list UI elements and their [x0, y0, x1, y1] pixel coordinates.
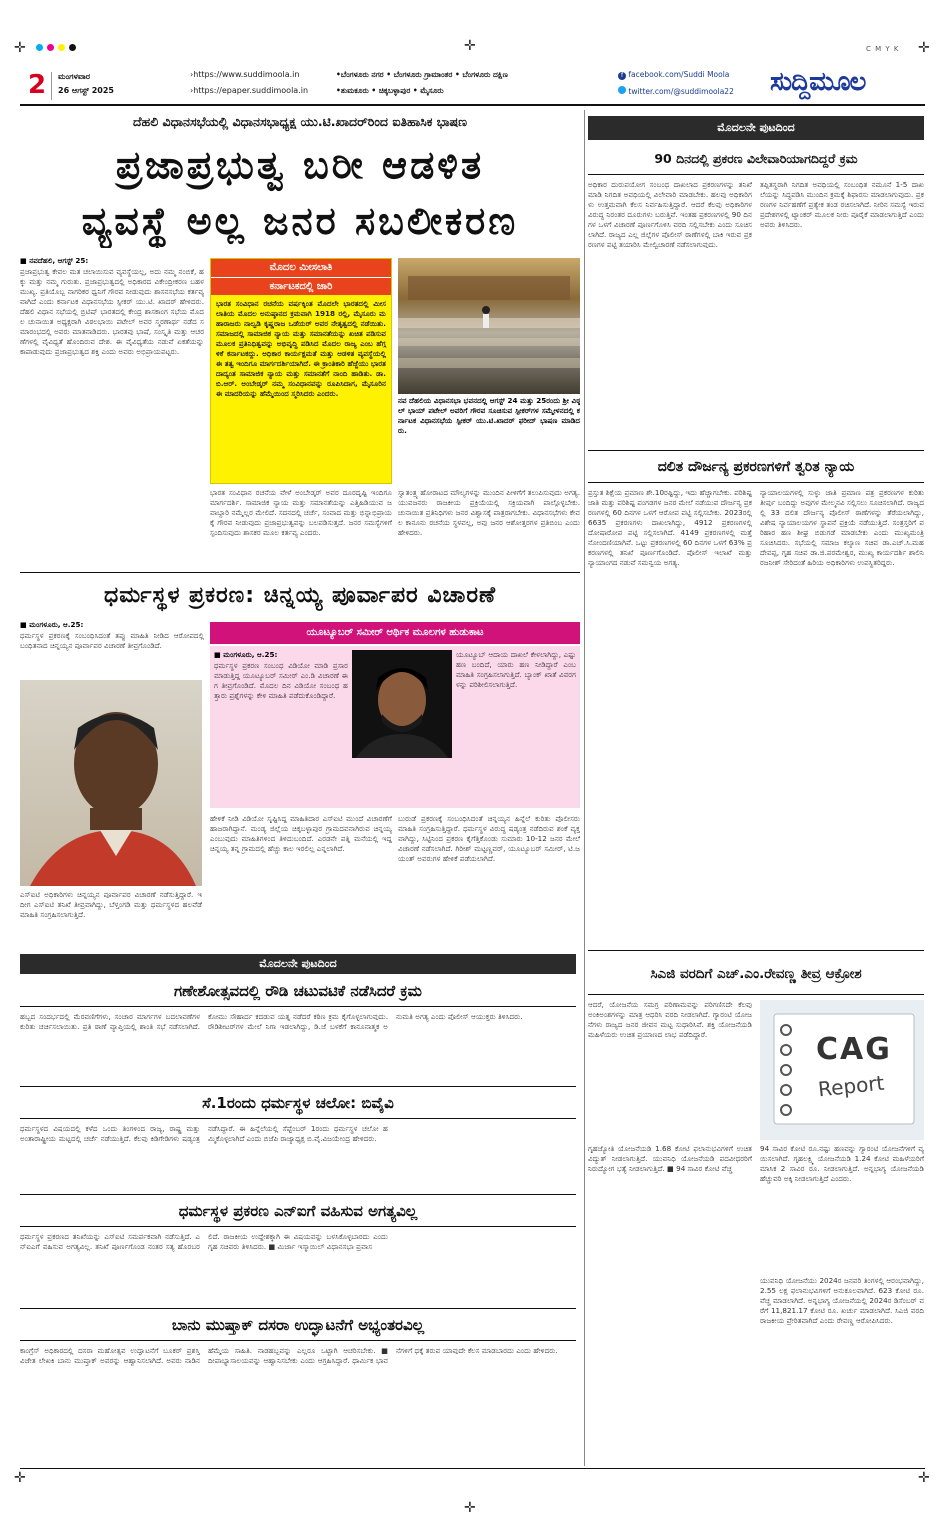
middle-headline: ಧರ್ಮಸ್ಥಳ ಪ್ರಕರಣ: ಚಿನ್ನಯ್ಯ ಪೂರ್ವಾಪರ ವಿಚಾರಣೆ [104, 583, 496, 608]
lower-story-2-body: ಧರ್ಮಸ್ಥಳದ ವಿಷಯದಲ್ಲಿ ಕಳೆದ ಒಂದು ತಿಂಗಳಿಂದ ರಾಜ್ಯ, ರಾಷ್ಟ್ರ ಮತ್ತು ಅಂತಾರಾಷ್ಟ್ರೀಯ ಮಟ್ಟದಲ್ಲಿ ಚರ್ಚೆ ನಡೆಯುತ್ತಿದೆ. ಕೆಲವು ಕಿಡಿಗೇಡಿಗಳು ಷಡ್ಯಂತ್ರ ನಡೆಸಿದ್ದಾರೆ. ಈ ಹಿನ್ನೆಲೆಯಲ್ಲಿ ಸೆಪ್ಟೆಂಬರ್ 1ರಂದು ಧರ್ಮಸ್ಥಳ ಚಲೋ ಹಮ್ಮಿಕೊಳ್ಳಲಾಗಿದೆ ಎಂದು ಬಿಜೆಪಿ ರಾಜ್ಯಾಧ್ಯಕ್ಷ ಬಿ.ವೈ.ವಿಜಯೇಂದ್ರ ಹೇಳಿದರು. [20, 1124, 388, 1143]
cag-report-graphic [760, 1000, 924, 1140]
lead-body-a: ಪ್ರಜಾಪ್ರಭುತ್ವ ಕೇವಲ ಮತ ಚಲಾಯಿಸುವ ವ್ಯವಸ್ಥೆಯಲ್ಲ, ಅದು ನಮ್ಮ ನಂಬಿಕೆ, ಹಕ್ಕು ಮತ್ತು ನಮ್ಮ ಗುರುತು. ಪ್ರಜಾಪ್ರಭುತ್ವದಲ್ಲಿ ಅಧಿಕಾರದ ವಿಕೇಂದ್ರೀಕರಣ ಬಹಳ ಮುಖ್ಯ. ಪ್ರತಿಯೊಬ್ಬ ನಾಗರಿಕರ ಧ್ವನಿಗೆ ಗೌರವ ನೀಡುವುದು ಶಾಸನಸಭೆಯ ಕರ್ತವ್ಯವಾಗಿದೆ ಎಂದು ಕರ್ನಾಟಕ ವಿಧಾನಸಭೆಯ ಸ್ಪೀಕರ್ ಯು.ಟಿ. ಖಾದರ್ ಹೇಳಿದರು. ದೆಹಲಿ ವಿಧಾನ ಸಭೆಯಲ್ಲಿ ಬ್ರಿಟಿಷ್ ಭಾರತದಲ್ಲಿ ಕೇಂದ್ರ ಶಾಸಕಾಂಗ ಸಭೆಯ ಮೊದಲ ಚುನಾಯಿತ ಅಧ್ಯಕ್ಷರಾಗಿ ವಿಠಲಭಾಯಿ ಪಟೇಲ್ ಅವರ ಸ್ಮರಣಾರ್ಥ ನಡೆದ ಸಮಾರಂಭದಲ್ಲಿ ಅವರು ಮಾತನಾಡಿದರು. ಭಾರತವು ಭಾಷೆ, ಸಂಸ್ಕೃತಿ ಮತ್ತು ಆಚರಣೆಗಳಲ್ಲಿ ವೈವಿಧ್ಯತೆ ಹೊಂದಿರುವ ದೇಶ. ಈ ವೈವಿಧ್ಯತೆಯ ನಡುವೆ ಏಕತೆಯನ್ನು ಕಾಪಾಡುವುದು ಪ್ರಜಾಪ್ರಭುತ್ವದ ಶಕ್ತಿ ಎಂದು ಅವರು ಅಭಿಪ್ರಾಯಪಟ್ಟರು. [20, 267, 204, 356]
regions-line-2: •ತುಮಕೂರು • ಚಿಕ್ಕಬಳ್ಳಾಪುರ • ಮೈಸೂರು [336, 86, 444, 95]
lower-story-2-head: ಸೆ.1ರಂದು ಧರ್ಮಸ್ಥಳ ಚಲೋ: ಬಿವೈವಿ [202, 1094, 394, 1112]
facebook-icon: f [618, 72, 626, 80]
lower-story-4-head: ಬಾನು ಮುಷ್ತಾಕ್ ದಸರಾ ಉದ್ಘಾಟನೆಗೆ ಅಭ್ಯಂತರವಿಲ್ಲ [171, 1316, 425, 1334]
masthead-rule [20, 104, 925, 106]
right-story-2-rule-top [588, 450, 924, 451]
lead-dateline: ■ ನವದೆಹಲಿ, ಆಗಸ್ಟ್ 25: [20, 256, 89, 265]
cag-headline: ಸಿಎಜಿ ವರದಿಗೆ ಎಚ್.ಎಂ.ರೇವಣ್ಣ ತೀವ್ರ ಆಕ್ರೋಶ [650, 966, 862, 982]
middle-intro [20, 620, 204, 676]
right-story-1-rule [588, 174, 924, 175]
registration-mark-right: ✛ [918, 40, 930, 56]
epaper-link[interactable]: ›https://epaper.suddimoola.in [190, 86, 309, 95]
right-story-2-head: ದಲಿತ ದೌರ್ಜನ್ಯ ಪ್ರಕರಣಗಳಿಗೆ ತ್ವರಿತ ನ್ಯಾಯ [657, 459, 855, 475]
color-dots [36, 44, 76, 51]
website-url[interactable]: https://www.suddimoola.in [193, 70, 300, 79]
cag-rule [588, 994, 924, 995]
twitter-icon [618, 86, 626, 94]
sameer-portrait-illustration [352, 650, 452, 758]
right-story-2-col-b: ನ್ಯಾಯಾಲಯಗಳಲ್ಲಿ ಸುಳ್ಳು ಜಾತಿ ಪ್ರಮಾಣ ಪತ್ರ ಪ್ರಕರಣಗಳ ಕುರಿತು ತೀರ್ಪು ಬಂದಿದ್ದು ಅವುಗಳ ಮೇಲ್ಮನವಿ ಸಲ್ಲಿಸಲು ಸೂಚಿಸಲಾಗಿದೆ. ರಾಜ್ಯದಲ್ಲಿ 33 ದಲಿತ ದೌರ್ಜನ್ಯ ಪೊಲೀಸ್ ಠಾಣೆಗಳನ್ನು ತೆರೆಯಲಾಗಿದ್ದು, ವಿಶೇಷ ನ್ಯಾಯಾಲಯಗಳ ಸ್ಥಾಪನೆ ಪ್ರಕ್ರಿಯೆ ನಡೆಯುತ್ತಿದೆ. ಸಂತ್ರಸ್ತರಿಗೆ ಪರಿಹಾರ ಹಣ ಶೀಘ್ರ ಬಿಡುಗಡೆ ಮಾಡಬೇಕು ಎಂದು ಮುಖ್ಯಮಂತ್ರಿ ಸೂಚಿಸಿದರು. ಸಭೆಯಲ್ಲಿ ಸಮಾಜ ಕಲ್ಯಾಣ ಸಚಿವ ಡಾ.ಎಚ್.ಸಿ.ಮಹದೇವಪ್ಪ, ಗೃಹ ಸಚಿವ ಡಾ.ಜಿ.ಪರಮೇಶ್ವರ, ಮುಖ್ಯ ಕಾರ್ಯದರ್ಶಿ ಶಾಲಿನಿ ರಜನೀಶ್ ಸೇರಿದಂತೆ ಹಿರಿಯ ಅಧಿಕಾರಿಗಳು ಉಪಸ್ಥಿತರಿದ್ದರು. [760, 488, 924, 567]
youtuber-col-b: ಯೂಟ್ಯೂಬ್ ಆದಾಯ ದಾಖಲೆ ಕೇಳಲಾಗಿದ್ದು, ಎಷ್ಟು ಹಣ ಬಂದಿದೆ, ಯಾರು ಹಣ ನೀಡಿದ್ದಾರೆ ಎಂಬ ಮಾಹಿತಿ ಸಂಗ್ರಹಿಸಲಾಗುತ್ತಿದೆ. ಬ್ಯಾಂಕ್ ಖಾತೆ ವಿವರಗಳನ್ನು ಪರಿಶೀಲಿಸಲಾಗುತ್ತಿದೆ. [456, 650, 576, 689]
cag-col-a: ಆದರೆ, ಯೋಜನೆಯ ಸಮಗ್ರ ಪರಿಣಾಮವನ್ನು ಪರಿಗಣಿಸದೇ ಕೆಲವು ಅಂಕಿಅಂಶಗಳನ್ನು ಮಾತ್ರ ಆಧರಿಸಿ ವರದಿ ನೀಡಲಾಗಿದೆ. ಗ್ಯಾರಂಟಿ ಯೋಜನೆಗಳು ರಾಜ್ಯದ ಜನರ ಜೀವನ ಮಟ್ಟ ಸುಧಾರಿಸಿವೆ. ಶಕ್ತಿ ಯೋಜನೆಯಡಿ ಮಹಿಳೆಯರು ಉಚಿತ ಪ್ರಯಾಣದ ಲಾಭ ಪಡೆದಿದ್ದಾರೆ. [588, 1000, 752, 1039]
registration-mark-top: ✛ [464, 38, 476, 54]
youtuber-body-a: ಧರ್ಮಸ್ಥಳ ಪ್ರಕರಣ ಸಂಬಂಧ ವಿಡಿಯೋ ಮಾಡಿ ಪ್ರಸಾರ ಮಾಡುತ್ತಿದ್ದ ಯೂಟ್ಯೂಬರ್ ಸಮೀರ್ ಎಂ.ಡಿ ವಿಚಾರಣೆ ಈಗ ತೀವ್ರಗೊಂಡಿದೆ. ಮೊದಲ ದಿನ ವಿಡಿಯೋ ಸಂಬಂಧ ಹತ್ತಾರು ಪ್ರಶ್ನೆಗಳನ್ನು ಕೇಳಿ ಮಾಹಿತಿ ಪಡೆದುಕೊಂಡಿದ್ದಾರೆ. [214, 661, 348, 700]
cag-col-c: ಗೃಹಜ್ಯೋತಿ ಯೋಜನೆಯಡಿ 1.68 ಕೋಟಿ ಫಲಾನುಭವಿಗಳಿಗೆ ಉಚಿತ ವಿದ್ಯುತ್ ನೀಡಲಾಗುತ್ತಿದೆ. ಯುವನಿಧಿ ಯೋಜನೆಯಡಿ ಪದವೀಧರರಿಗೆ ನಿರುದ್ಯೋಗ ಭತ್ಯೆ ನೀಡಲಾಗುತ್ತಿದೆ. ■ 94 ಸಾವಿರ ಕೋಟಿ ವೆಚ್ಚ [588, 1144, 752, 1173]
middle-col-c: ಬುರುಡೆ ಪ್ರಕರಣಕ್ಕೆ ಸಂಬಂಧಿಸಿದಂತೆ ಚಿನ್ನಯ್ಯನ ಹಿನ್ನೆಲೆ ಕುರಿತು ಪೊಲೀಸರು ಮಾಹಿತಿ ಸಂಗ್ರಹಿಸುತ್ತಿದ್ದಾರೆ. ಧರ್ಮಸ್ಥಳ ವಿರುದ್ಧ ಷಡ್ಯಂತ್ರ ನಡೆದಿರುವ ಶಂಕೆ ವ್ಯಕ್ತವಾಗಿದ್ದು, ಸಿಟ್ಟಿನಿಂದ ಪ್ರಕರಣ ಕೈಗೆತ್ತಿಕೊಂಡು ಸುಮಾರು 10-12 ಜನರ ಮೇಲೆ ವಿಚಾರಣೆ ನಡೆಸಲಾಗಿದೆ. ಗಿರೀಶ್ ಮಟ್ಟಣ್ಣವರ್, ಯೂಟ್ಯೂಬರ್ ಸಮೀರ್, ಟಿ.ಜಯಂತ್ ಅವರುಗಳ ಹೇಳಿಕೆ ಪಡೆಯಲಾಗಿದೆ. [398, 814, 580, 863]
lower-story-4-body: ಕಾಂಗ್ರೆಸ್ ಅಧಿಕಾರದಲ್ಲಿ ದಸರಾ ಮಹೋತ್ಸವ ಉದ್ಘಾಟನೆಗೆ ಬೂಕರ್ ಪ್ರಶಸ್ತಿ ವಿಜೇತ ಲೇಖಕಿ ಬಾನು ಮುಷ್ತಾಕ್ ಅವರನ್ನು ಆಹ್ವಾನಿಸಲಾಗಿದೆ. ಅವರು ನಾಡಿನ ಹೆಮ್ಮೆಯ ಸಾಹಿತಿ. ನಾಡಹಬ್ಬವನ್ನು ಎಲ್ಲರೂ ಒಟ್ಟಾಗಿ ಆಚರಿಸಬೇಕು. ■ ದೀಪಾಭ್ಯಾಸಾಲಯವನ್ನು ಆಹ್ವಾನಿಸಬೇಕು ಎಂದು ಆಗ್ರಹಿಸಿದ್ದಾರೆ. ಧಾರ್ಮಿಕ ಭಾವನೆಗಳಿಗೆ ಧಕ್ಕೆ ತರುವ ಯಾವುದೇ ಕೆಲಸ ಮಾಡಬಾರದು ಎಂದು ಹೇಳಿದರು. [20, 1346, 558, 1365]
lead-kicker: ದೆಹಲಿ ವಿಧಾನಸಭೆಯಲ್ಲಿ ವಿಧಾನಸಭಾಧ್ಯಕ್ಷ ಯು.ಟಿ.ಖಾದರ್‌ರಿಂದ ಐತಿಹಾಸಿಕ ಭಾಷಣ [132, 114, 468, 129]
lower-story-2-rule-top [20, 1086, 576, 1087]
lower-story-3-rule-top [20, 1194, 576, 1195]
lower-story-1-head: ಗಣೇಶೋತ್ಸವದಲ್ಲಿ ರೌಡಿ ಚಟುವಟಿಕೆ ನಡೆಸಿದರೆ ಕ್ರಮ [174, 982, 422, 1000]
reservation-box-body: ಭಾರತ ಸಂವಿಧಾನ ರಚನೆಯ ವರ್ಷಕ್ಕಿಂತ ಮೊದಲೇ ಭಾರತದಲ್ಲಿ ಮೀಸಲಾತಿಯ ಮೊದಲ ಅನುಷ್ಠಾನದ ಕ್ರಮವಾಗಿ 1918 ರಲ್ಲಿ, ಮೈಸೂರು ಮಹಾರಾಜರು ನಾಲ್ವಡಿ ಕೃಷ್ಣರಾಜ ಒಡೆಯರ್ ಅವರ ನೇತೃತ್ವದಲ್ಲಿ ನಡೆಯಿತು. ಸಮಾಜದಲ್ಲಿ ಸಾಮಾಜಿಕ ನ್ಯಾಯ ಮತ್ತು ಸಮಾನತೆಯನ್ನು ಖಚಿತ ಪಡಿಸುವ ಮೂಲಕ ಪ್ರತಿನಿಧಿತ್ವವನ್ನು ಅಭಿವೃದ್ಧಿ ಪಡಿಸಿದ ಮೊದಲ ರಾಜ್ಯ ಎಂಬ ಹೆಗ್ಗಳಿಕೆ ಕರ್ನಾಟಕದ್ದು. ಅಧಿಕಾರ ಕಾರ್ಯಕ್ಷಮತೆ ಮತ್ತು ಆಡಳಿತ ವ್ಯವಸ್ಥೆಯಲ್ಲಿ ಈ ತತ್ವ ಇಂದಿಗೂ ಮಾರ್ಗದರ್ಶಿಯಾಗಿದೆ. ಈ ಕ್ರಾಂತಿಕಾರಿ ಹೆಜ್ಜೆಯು ಭಾರತದಾದ್ಯಂತ ಸಾಮಾಜಿಕ ನ್ಯಾಯ ಮತ್ತು ಸಮಾನತೆಗೆ ನಾಂದಿ ಹಾಡಿತು. ಡಾ. ಬಿ.ಆರ್. ಅಂಬೇಡ್ಕರ್ ನಮ್ಮ ಸಂವಿಧಾನವನ್ನು ರೂಪಿಸಿದಾಗ, ಮೈಸೂರಿನ ಈ ಮಾದರಿಯನ್ನು ಹೆಮ್ಮೆಯಿಂದ ಸ್ಮರಿಸಿದರು ಎಂದರು. [216, 299, 386, 398]
epaper-url[interactable]: https://epaper.suddimoola.in [193, 86, 309, 95]
brand-logo: ಸುದ್ದಿಮೂಲ [770, 67, 866, 97]
lead-column-1 [20, 256, 204, 566]
reservation-box [210, 258, 392, 484]
website-link[interactable]: ›https://www.suddimoola.in [190, 70, 300, 79]
chinnayya-photo-caption: ಎಸ್‌ಐಟಿ ಅಧಿಕಾರಿಗಳು ಚಿನ್ನಯ್ಯನ ಪೂರ್ವಾಪರ ವಿಚಾರಣೆ ನಡೆಸುತ್ತಿದ್ದಾರೆ. ಇದೀಗ ಎಸ್‌ಐಟಿ ತನಿಖೆ ತೀವ್ರವಾಗಿದ್ದು, ಬೆಳ್ತಂಗಡಿ ಮತ್ತು ಧರ್ಮಸ್ಥಳದ ಹಲವೆಡೆ ಮಾಹಿತಿ ಸಂಗ್ರಹಿಸಲಾಗುತ್ತಿದೆ. [20, 890, 202, 919]
lower-story-3-body: ಧರ್ಮಸ್ಥಳ ಪ್ರಕರಣದ ತನಿಖೆಯನ್ನು ಎಸ್‌ಐಟಿ ಸಮರ್ಪಕವಾಗಿ ನಡೆಸುತ್ತಿದೆ. ಎನ್‌ಐಎಗೆ ವಹಿಸುವ ಅಗತ್ಯವಿಲ್ಲ. ತನಿಖೆ ಪೂರ್ಣಗೊಂಡ ನಂತರ ಸತ್ಯ ಹೊರಬರಲಿದೆ. ರಾಜಕೀಯ ಉದ್ದೇಶಕ್ಕಾಗಿ ಈ ವಿಷಯವನ್ನು ಬಳಸಿಕೊಳ್ಳಬಾರದು ಎಂದು ಗೃಹ ಸಚಿವರು ತಿಳಿಸಿದರು. ■ ಮಿರ್ಜಾ ಇಸ್ಮಾಯಿಲ್ ವಿಧಾನಸಭಾ ಪ್ರವಾಸ [20, 1232, 388, 1251]
page-number: 2 [28, 70, 47, 100]
cag-col-b: 94 ಸಾವಿರ ಕೋಟಿ ರೂ.ನಷ್ಟು ಹಣವನ್ನು ಗ್ಯಾರಂಟಿ ಯೋಜನೆಗಳಿಗೆ ವ್ಯಯಿಸಲಾಗಿದೆ. ಗೃಹಲಕ್ಷ್ಮಿ ಯೋಜನೆಯಡಿ 1.24 ಕೋಟಿ ಮಹಿಳೆಯರಿಗೆ ಮಾಸಿಕ 2 ಸಾವಿರ ರೂ. ನೀಡಲಾಗುತ್ತಿದೆ. ಅನ್ನಭಾಗ್ಯ ಯೋಜನೆಯಡಿ ಹೆಚ್ಚುವರಿ ಅಕ್ಕಿ ನೀಡಲಾಗುತ್ತಿದೆ ಎಂದರು. [760, 1144, 924, 1183]
lower-section-bar: ಮೊದಲನೇ ಪುಟದಿಂದ [20, 954, 576, 974]
cag-rule-top [588, 950, 924, 951]
masthead-divider-a [51, 72, 52, 100]
lower-story-4-rule [20, 1340, 576, 1341]
cag-report-illustration [760, 1000, 924, 1140]
lead-headline-1: ಪ್ರಜಾಪ್ರಭುತ್ವ ಬರೀ ಆಡಳಿತ [115, 143, 485, 187]
chinnayya-photo [20, 680, 202, 886]
reservation-box-title-1: ಮೊದಲ ಮೀಸಲಾತಿ [211, 259, 391, 277]
page-bottom-rule [20, 1468, 925, 1469]
assembly-photo-caption: ನವ ದೆಹಲಿಯ ವಿಧಾನಸಭಾ ಭವನದಲ್ಲಿ ಆಗಸ್ಟ್ 24 ಮತ್ತು 25ರಂದು ಶ್ರೀ ವಿಠ್ಠಲ್ ಭಾಯ್ ಪಟೇಲ್ ಅವರಿಗೆ ಗೌರವ ಸೂಚಿಸುವ ಸ್ಪೀಕರ್‌ಗಳ ಸಮ್ಮೇಳನದಲ್ಲಿ ಕರ್ನಾಟಕ ವಿಧಾನಸಭೆಯ ಸ್ಪೀಕರ್ ಯು.ಟಿ.ಖಾದರ್ ಫರೀದ್ ಭಾಷಣ ಮಾಡಿದರು. [398, 396, 580, 435]
middle-body-a: ಧರ್ಮಸ್ಥಳ ಪ್ರಕರಣಕ್ಕೆ ಸಂಬಂಧಿಸಿದಂತೆ ತಪ್ಪು ಮಾಹಿತಿ ನೀಡಿದ ಆರೋಪದಲ್ಲಿ ಬಂಧಿತನಾದ ಚಿನ್ನಯ್ಯನ ಪೂರ್ವಾಪರ ವಿಚಾರಣೆ ತೀವ್ರಗೊಂಡಿದೆ. [20, 631, 204, 650]
middle-col-b: ಹೇಳಿಕೆ ನೀಡಿ ವಿಡಿಯೋ ಸೃಷ್ಟಿಸಿದ್ದ ಮಾಹಿತಿದಾರ ಎಸ್‌ಐಟಿ ಮುಂದೆ ವಿಚಾರಣೆಗೆ ಹಾಜರಾಗಿದ್ದಾನೆ. ಮಂಡ್ಯ ಜಿಲ್ಲೆಯ ಚಿಕ್ಕಬಳ್ಳಾಪುರ ಗ್ರಾಮದವನಾಗಿರುವ ಚಿನ್ನಯ್ಯ ಎಂಬುವುದು ಮಾಹಿತಿಗಳಿಂದ ತಿಳಿದುಬಂದಿದೆ. ಎರಡನೇ ಪತ್ನಿ ಮನೆಯಲ್ಲಿ ಇದ್ದ ಚಿನ್ನಯ್ಯ ತನ್ನ ಗ್ರಾಮದಲ್ಲಿ ಹೆಚ್ಚು ಕಾಲ ಇರಲಿಲ್ಲ ಎನ್ನಲಾಗಿದೆ. [210, 814, 392, 853]
report-word: Report [816, 1070, 886, 1102]
lower-story-4-rule-top [20, 1308, 576, 1309]
right-section-bar: ಮೊದಲನೇ ಪುಟದಿಂದ [588, 116, 924, 140]
youtuber-col-a [214, 650, 348, 806]
portrait-illustration [20, 680, 202, 886]
registration-mark-left: ✛ [14, 40, 26, 56]
twitter-link[interactable]: twitter.com/@suddimoola22 [618, 86, 734, 96]
lead-column-2: ಭಾರತ ಸಂವಿಧಾನ ರಚನೆಯ ವೇಳೆ ಅಂಬೇಡ್ಕರ್ ಅವರ ದೂರದೃಷ್ಟಿ ಇಂದಿಗೂ ಮಾರ್ಗದರ್ಶಿ. ಸಾಮಾಜಿಕ ನ್ಯಾಯ ಮತ್ತು ಸಮಾನತೆಯನ್ನು ಎತ್ತಿಹಿಡಿಯುವ ಜವಾಬ್ದಾರಿ ನಮ್ಮೆಲ್ಲರ ಮೇಲಿದೆ. ಸದನದಲ್ಲಿ ಚರ್ಚೆ, ಸಂವಾದ ಮತ್ತು ಭಿನ್ನಾಭಿಪ್ರಾಯಕ್ಕೆ ಗೌರವ ನೀಡುವುದು ಪ್ರಜಾಪ್ರಭುತ್ವವನ್ನು ಬಲಪಡಿಸುತ್ತದೆ. ಜನರ ಸಮಸ್ಯೆಗಳಿಗೆ ಸ್ಪಂದಿಸುವುದು ಶಾಸಕರ ಮೂಲ ಕರ್ತವ್ಯ ಎಂದರು. [210, 488, 392, 537]
registration-mark-bottom-right: ✛ [918, 1470, 930, 1486]
column-divider-main [584, 110, 585, 1466]
right-story-2-col-a: ಪ್ರಸ್ತುತ ಶಿಕ್ಷೆಯ ಪ್ರಮಾಣ ಶೇ.10ರಷ್ಟಿದ್ದು, ಇದು ಹೆಚ್ಚಾಗಬೇಕು. ಪರಿಶಿಷ್ಟ ಜಾತಿ ಮತ್ತು ಪರಿಶಿಷ್ಟ ಪಂಗಡಗಳ ಜನರ ಮೇಲೆ ನಡೆಯುವ ದೌರ್ಜನ್ಯ ಪ್ರಕರಣಗಳಲ್ಲಿ 60 ದಿನಗಳ ಒಳಗೆ ಆರೋಪ ಪಟ್ಟಿ ಸಲ್ಲಿಸಬೇಕು. 2023ರಲ್ಲಿ 6635 ಪ್ರಕರಣಗಳು ದಾಖಲಾಗಿದ್ದು, 4912 ಪ್ರಕರಣಗಳಲ್ಲಿ ದೋಷಾರೋಪ ಪಟ್ಟಿ ಸಲ್ಲಿಸಲಾಗಿದೆ. 4149 ಪ್ರಕರಣಗಳಲ್ಲಿ ಮತ್ತೆ ನೋಂದಣಿಯಾಗಿವೆ. ಒಟ್ಟು ಪ್ರಕರಣಗಳಲ್ಲಿ 60 ದಿನಗಳ ಒಳಗೆ 63% ಪ್ರಕರಣಗಳಲ್ಲಿ ತನಿಖೆ ಪೂರ್ಣಗೊಂಡಿದೆ. ಪೊಲೀಸ್ ಇಲಾಖೆ ಮತ್ತು ನ್ಯಾಯಾಂಗದ ನಡುವೆ ಸಮನ್ವಯ ಅಗತ್ಯ. [588, 488, 752, 567]
regions-line-1: •ಬೆಂಗಳೂರು ನಗರ • ಬೆಂಗಳೂರು ಗ್ರಾಮಾಂತರ • ಬೆಂಗಳೂರು ದಕ್ಷಿಣ [336, 70, 508, 79]
reservation-box-title-2: ಕರ್ನಾಟಕದಲ್ಲಿ ಜಾರಿ [211, 277, 391, 295]
assembly-photo [398, 258, 580, 394]
youtuber-box-title: ಯೂಟ್ಯೂಬರ್ ಸಮೀರ್ ಆರ್ಥಿಕ ಮೂಲಗಳ ಹುಡುಕಾಟ [210, 622, 580, 644]
assembly-hall-illustration [398, 258, 580, 394]
lower-story-3-head: ಧರ್ಮಸ್ಥಳ ಪ್ರಕರಣ ಎನ್‌ಐಗೆ ವಹಿಸುವ ಅಗತ್ಯವಿಲ್ಲ [178, 1202, 418, 1220]
lead-column-3: ಸ್ವಾತಂತ್ರ್ಯ ಹೋರಾಟದ ಮೌಲ್ಯಗಳನ್ನು ಮುಂದಿನ ಪೀಳಿಗೆಗೆ ತಲುಪಿಸುವುದು ಅಗತ್ಯ. ಯುವಜನರು ರಾಜಕೀಯ ಪ್ರಕ್ರಿಯೆಯಲ್ಲಿ ಸಕ್ರಿಯವಾಗಿ ಪಾಲ್ಗೊಳ್ಳಬೇಕು. ಚುನಾಯಿತ ಪ್ರತಿನಿಧಿಗಳು ಜನರ ವಿಶ್ವಾಸಕ್ಕೆ ಪಾತ್ರರಾಗಬೇಕು. ವಿಧಾನಸಭೆಗಳು ಕೇವಲ ಕಾನೂನು ರಚನೆಯ ಸ್ಥಳವಲ್ಲ, ಅವು ಜನರ ಆಶೋತ್ತರಗಳ ಪ್ರತಿಬಿಂಬ ಎಂದು ಹೇಳಿದರು. [398, 488, 580, 537]
lower-story-1-rule [20, 1006, 576, 1007]
weekday: ಮಂಗಳವಾರ [58, 72, 91, 81]
youtuber-dateline: ■ ಮಂಗಳೂರು, ಆ.25: [214, 650, 278, 659]
right-story-1-col-b: ತಪ್ಪಿತಸ್ಥರಾಗಿ ನಿಗದಿತ ಅವಧಿಯಲ್ಲಿ ಸಂಬಂಧಿತ ನಮೂನೆ 1-5 ದಾಖಲೆಯನ್ನು ಸಿದ್ಧಪಡಿಸಿ ಮುಂದಿನ ಕ್ರಮಕ್ಕೆ ಶಿಫಾರಸು ಮಾಡಲಾಗುವುದು. ಪ್ರಕರಣಗಳ ನಿರ್ವಹಣೆಗೆ ಪ್ರತ್ಯೇಕ ತಂಡ ರಚಿಸಲಾಗಿದೆ. ನೀರಿನ ಸಮಸ್ಯೆ ಇರುವ ಪ್ರದೇಶಗಳಲ್ಲಿ ಟ್ಯಾಂಕರ್ ಮೂಲಕ ನೀರು ಪೂರೈಕೆ ಮಾಡಲಾಗುತ್ತಿದೆ ಎಂದು ಅವರು ತಿಳಿಸಿದರು. [760, 180, 924, 229]
cmyk-label: C M Y K [866, 45, 900, 53]
lead-headline-2: ವ್ಯವಸ್ಥೆ ಅಲ್ಲ ಜನರ ಸಬಲೀಕರಣ [81, 199, 519, 243]
middle-dateline: ■ ಮಂಗಳೂರು, ಆ.25: [20, 620, 84, 629]
issue-date: 26 ಆಗಸ್ಟ್ 2025 [58, 86, 114, 95]
lower-story-3-rule [20, 1226, 576, 1227]
lower-story-1-body: ಹಬ್ಬದ ಸಂದರ್ಭದಲ್ಲಿ ಮೆರವಣಿಗೆಗಳು, ಸಂಚಾರ ಮಾರ್ಗಗಳ ಬದಲಾವಣೆಗಳ ಕುರಿತು ಚರ್ಚಿಸಲಾಯಿತು. ಪ್ರತಿ ಠಾಣೆ ವ್ಯಾಪ್ತಿಯಲ್ಲಿ ಶಾಂತಿ ಸಭೆ ನಡೆಸಲಾಗಿದೆ. ಕೋಮು ಸೌಹಾರ್ದ ಕದಡುವ ಯತ್ನ ನಡೆದರೆ ಕಠಿಣ ಕ್ರಮ ಕೈಗೊಳ್ಳಲಾಗುವುದು. ರೌಡಿಶೀಟರ್‌ಗಳ ಮೇಲೆ ನಿಗಾ ಇಡಲಾಗಿದ್ದು, ಡಿ.ಜೆ ಬಳಕೆಗೆ ಕಾನೂನಾತ್ಮಕ ಅನುಮತಿ ಅಗತ್ಯ ಎಂದು ಪೊಲೀಸ್ ಆಯುಕ್ತರು ತಿಳಿಸಿದರು. [20, 1012, 523, 1031]
registration-mark-bottom-left: ✛ [14, 1470, 26, 1486]
registration-mark-bottom-center: ✛ [464, 1500, 476, 1516]
facebook-link[interactable]: f facebook.com/Suddi Moola [618, 70, 729, 80]
lower-story-2-rule [20, 1118, 576, 1119]
cag-col-d: ಯುವನಿಧಿ ಯೋಜನೆಯು 2024ರ ಜನವರಿ ತಿಂಗಳಲ್ಲಿ ಆರಂಭವಾಗಿದ್ದು, 2.55 ಲಕ್ಷ ಫಲಾನುಭವಿಗಳಿಗೆ ಅನುಕೂಲವಾಗಿದೆ. 623 ಕೋಟಿ ರೂ. ವೆಚ್ಚ ಮಾಡಲಾಗಿದೆ. ಅನ್ನಭಾಗ್ಯ ಯೋಜನೆಯಲ್ಲಿ 2024ರ ಡಿಸೆಂಬರ್ ವರೆಗೆ 11,821.17 ಕೋಟಿ ರೂ. ಖರ್ಚು ಮಾಡಲಾಗಿದೆ. ಸಿಎಜಿ ವರದಿ ರಾಜಕೀಯ ಪ್ರೇರಿತವಾಗಿದೆ ಎಂದು ರೇವಣ್ಣ ಆರೋಪಿಸಿದರು. [760, 1276, 924, 1325]
right-story-2-rule [588, 482, 924, 483]
sameer-photo [352, 650, 452, 758]
cag-word: CAG [816, 1032, 892, 1067]
right-story-1-col-a: ಅಧಿಕಾರ ದುರುಪಯೋಗ ಸಂಬಂಧ ದಾಖಲಾದ ಪ್ರಕರಣಗಳನ್ನು ತನಿಖೆ ಮಾಡಿ ನಿಗದಿತ ಅವಧಿಯಲ್ಲಿ ವಿಲೇವಾರಿ ಮಾಡಬೇಕು. ಹಲವು ಅಧಿಕಾರಿಗಳು ಉತ್ತಮವಾಗಿ ಕೆಲಸ ನಿರ್ವಹಿಸುತ್ತಿದ್ದಾರೆ. ಆದರೆ ಕೆಲವು ಅಧಿಕಾರಿಗಳ ವಿರುದ್ಧ ನಿರಂತರ ದೂರುಗಳು ಬರುತ್ತಿವೆ. ಇಂತಹ ಪ್ರಕರಣಗಳಲ್ಲಿ 90 ದಿನಗಳ ಒಳಗೆ ವಿಚಾರಣೆ ಪೂರ್ಣಗೊಳಿಸಿ ವರದಿ ಸಲ್ಲಿಸಬೇಕು ಎಂದು ಸೂಚಿಸಲಾಗಿದೆ. ರಾಜ್ಯದ ಎಲ್ಲ ಜಿಲ್ಲೆಗಳ ಪೊಲೀಸ್ ಠಾಣೆಗಳಲ್ಲಿ ಬಾಕಿ ಇರುವ ಪ್ರಕರಣಗಳ ಪಟ್ಟಿ ತಯಾರಿಸಿ ಮೇಲ್ವಿಚಾರಣೆ ನಡೆಸಲಾಗುವುದು. [588, 180, 752, 249]
middle-rule-top [20, 572, 580, 573]
right-story-1-head: 90 ದಿನದಲ್ಲಿ ಪ್ರಕರಣ ವಿಲೇವಾರಿಯಾಗದಿದ್ದರೆ ಕ್ರಮ [654, 151, 858, 166]
